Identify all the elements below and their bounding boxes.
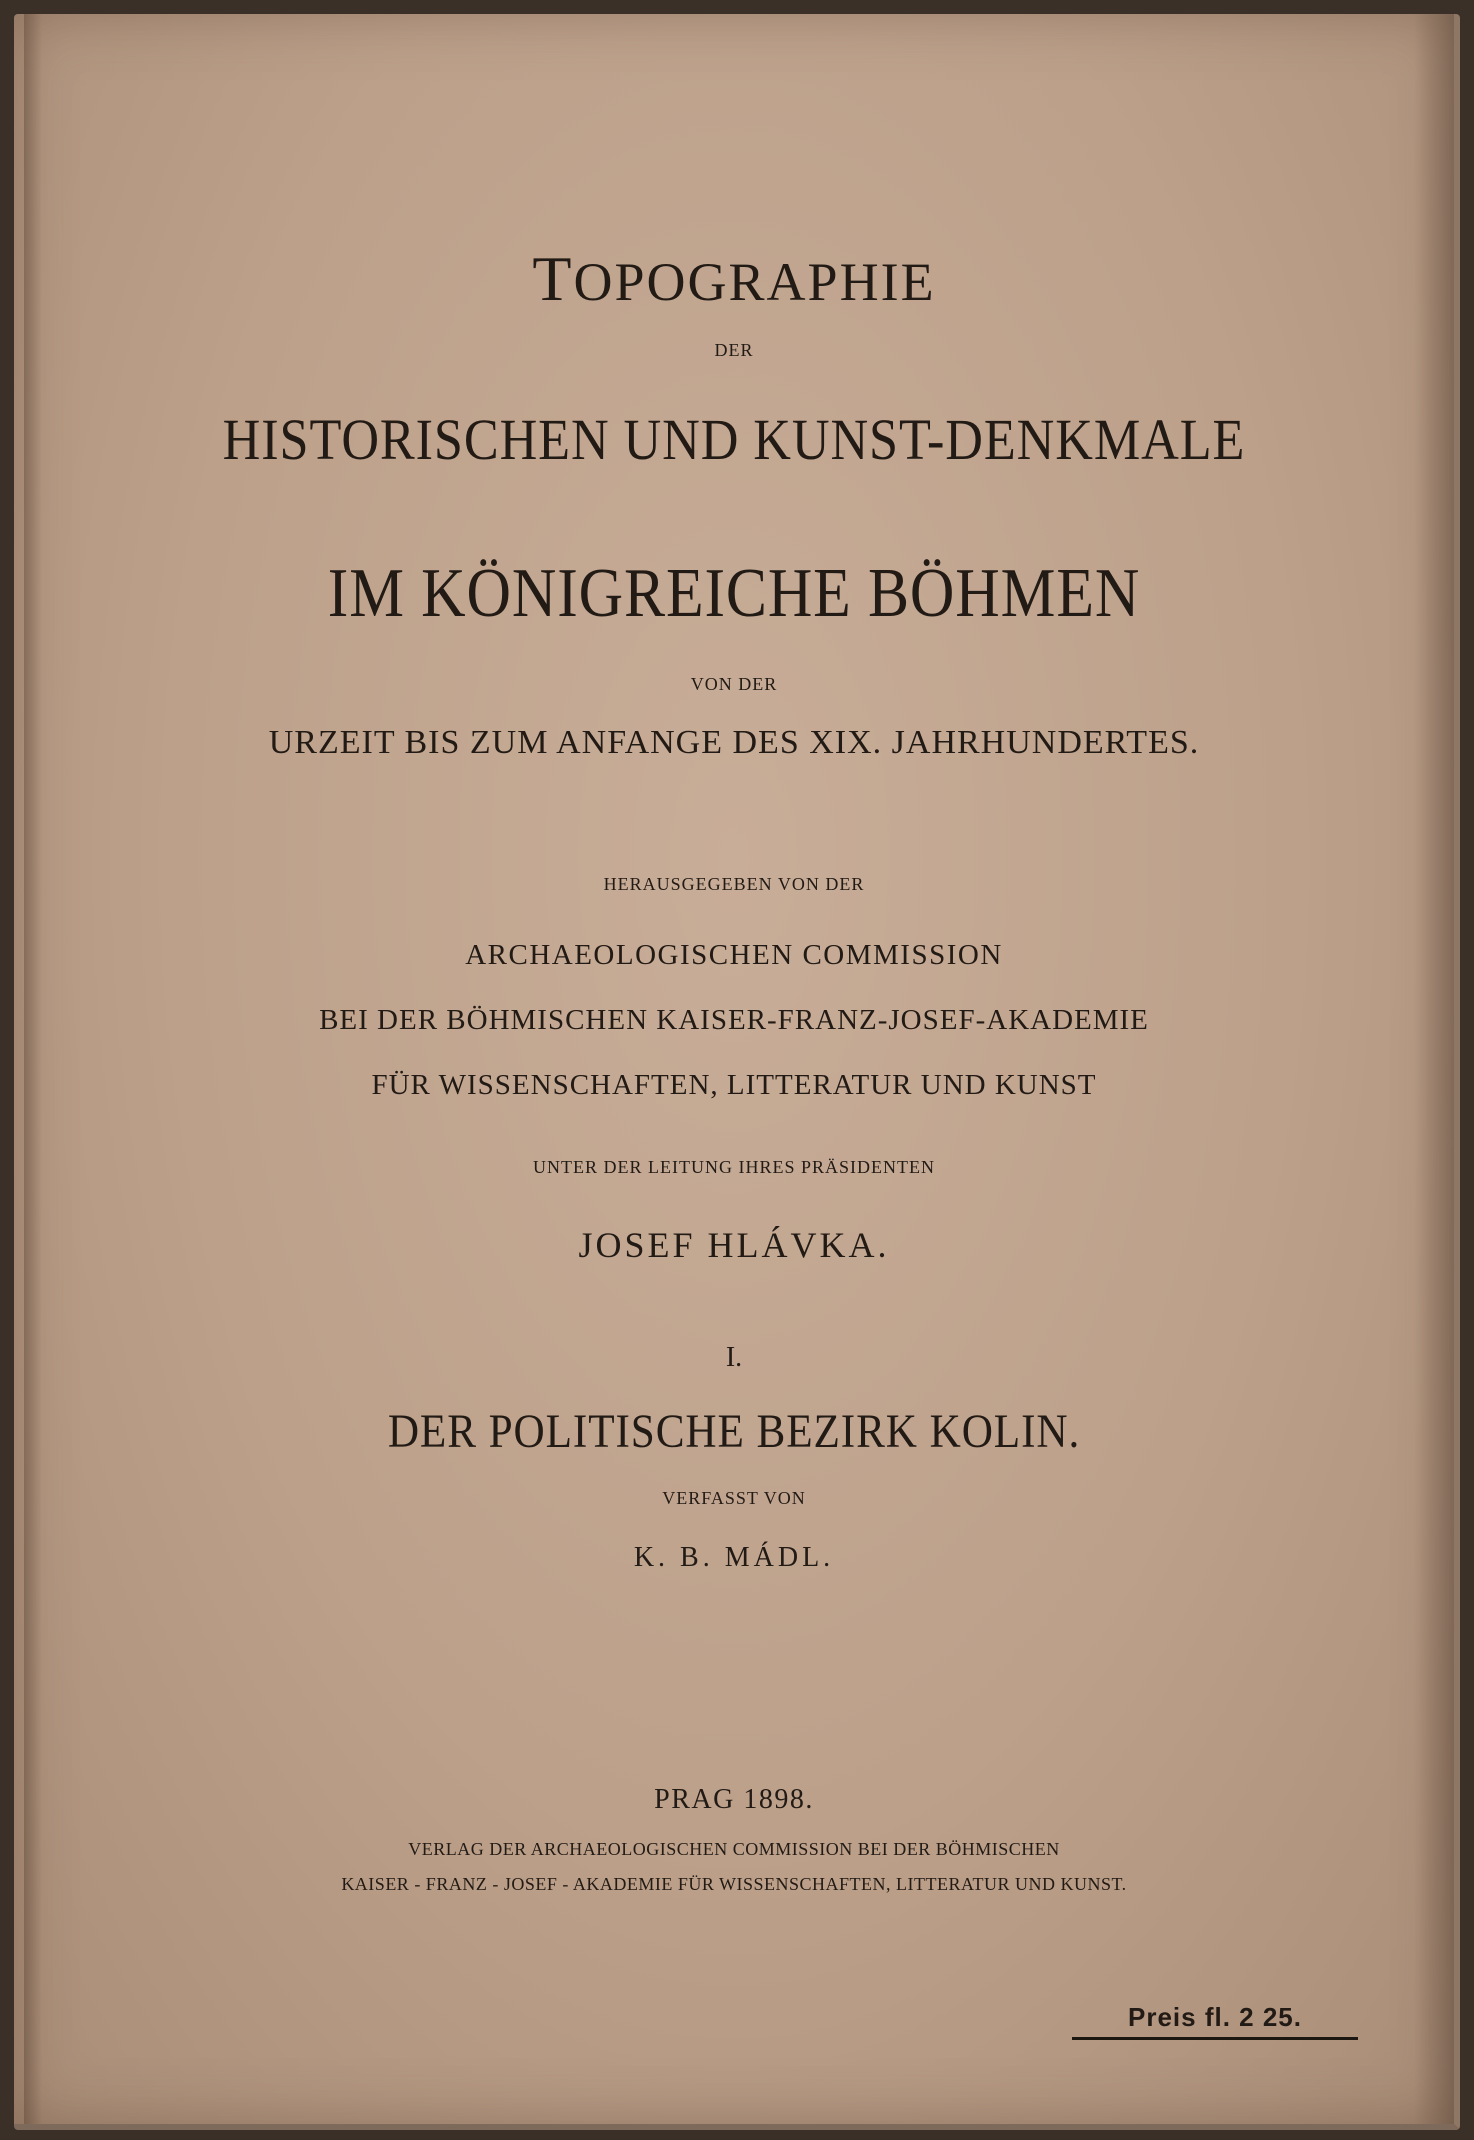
author-name: K. B. MÁDL. [633,1542,835,1573]
title-koenigreiche: IM KÖNIGREICHE BÖHMEN [327,555,1141,632]
volume-number: I. [725,1342,743,1373]
title-initial: T [532,243,574,314]
president-name: JOSEF HLÁVKA. [578,1225,890,1265]
akademie-fields: FÜR WISSENSCHAFTEN, LITTERATUR UND KUNST [371,1069,1097,1101]
title-rest: OPOGRAPHIE [573,252,936,312]
akademie-line: BEI DER BÖHMISCHEN KAISER-FRANZ-JOSEF-AKADEMIE [319,1004,1149,1036]
book-cover [14,14,1460,2130]
publisher-line-1: VERLAG DER ARCHAEOLOGISCHEN COMMISSION BEI DER BÖHMISCHEN [408,1839,1060,1859]
subtitle: URZEIT BIS ZUM ANFANGE DES XIX. JAHRHUNDERTES. [268,724,1200,761]
title-topographie [14,242,1454,316]
verfasst-label: VERFASST VON [662,1488,806,1508]
herausgegeben-label: HERAUSGEGEBEN VON DER [603,874,865,894]
leitung-label: UNTER DER LEITUNG IHRES PRÄSIDENTEN [533,1157,935,1177]
von-der-label: VON DER [690,674,778,694]
volume-title: DER POLITISCHE BEZIRK KOLIN. [387,1405,1081,1458]
publisher-line-2: KAISER - FRANZ - JOSEF - AKADEMIE FÜR WISSENSCHAFTEN, LITTERATUR UND KUNST. [341,1874,1127,1894]
price-label: Preis fl. 2 25. [1072,2002,1358,2040]
place-year: PRAG 1898. [654,1784,814,1815]
commission-name: ARCHAEOLOGISCHEN COMMISSION [465,939,1003,971]
title-historischen: HISTORISCHEN UND KUNST-DENKMALE [222,407,1246,472]
der-label: DER [714,340,754,360]
